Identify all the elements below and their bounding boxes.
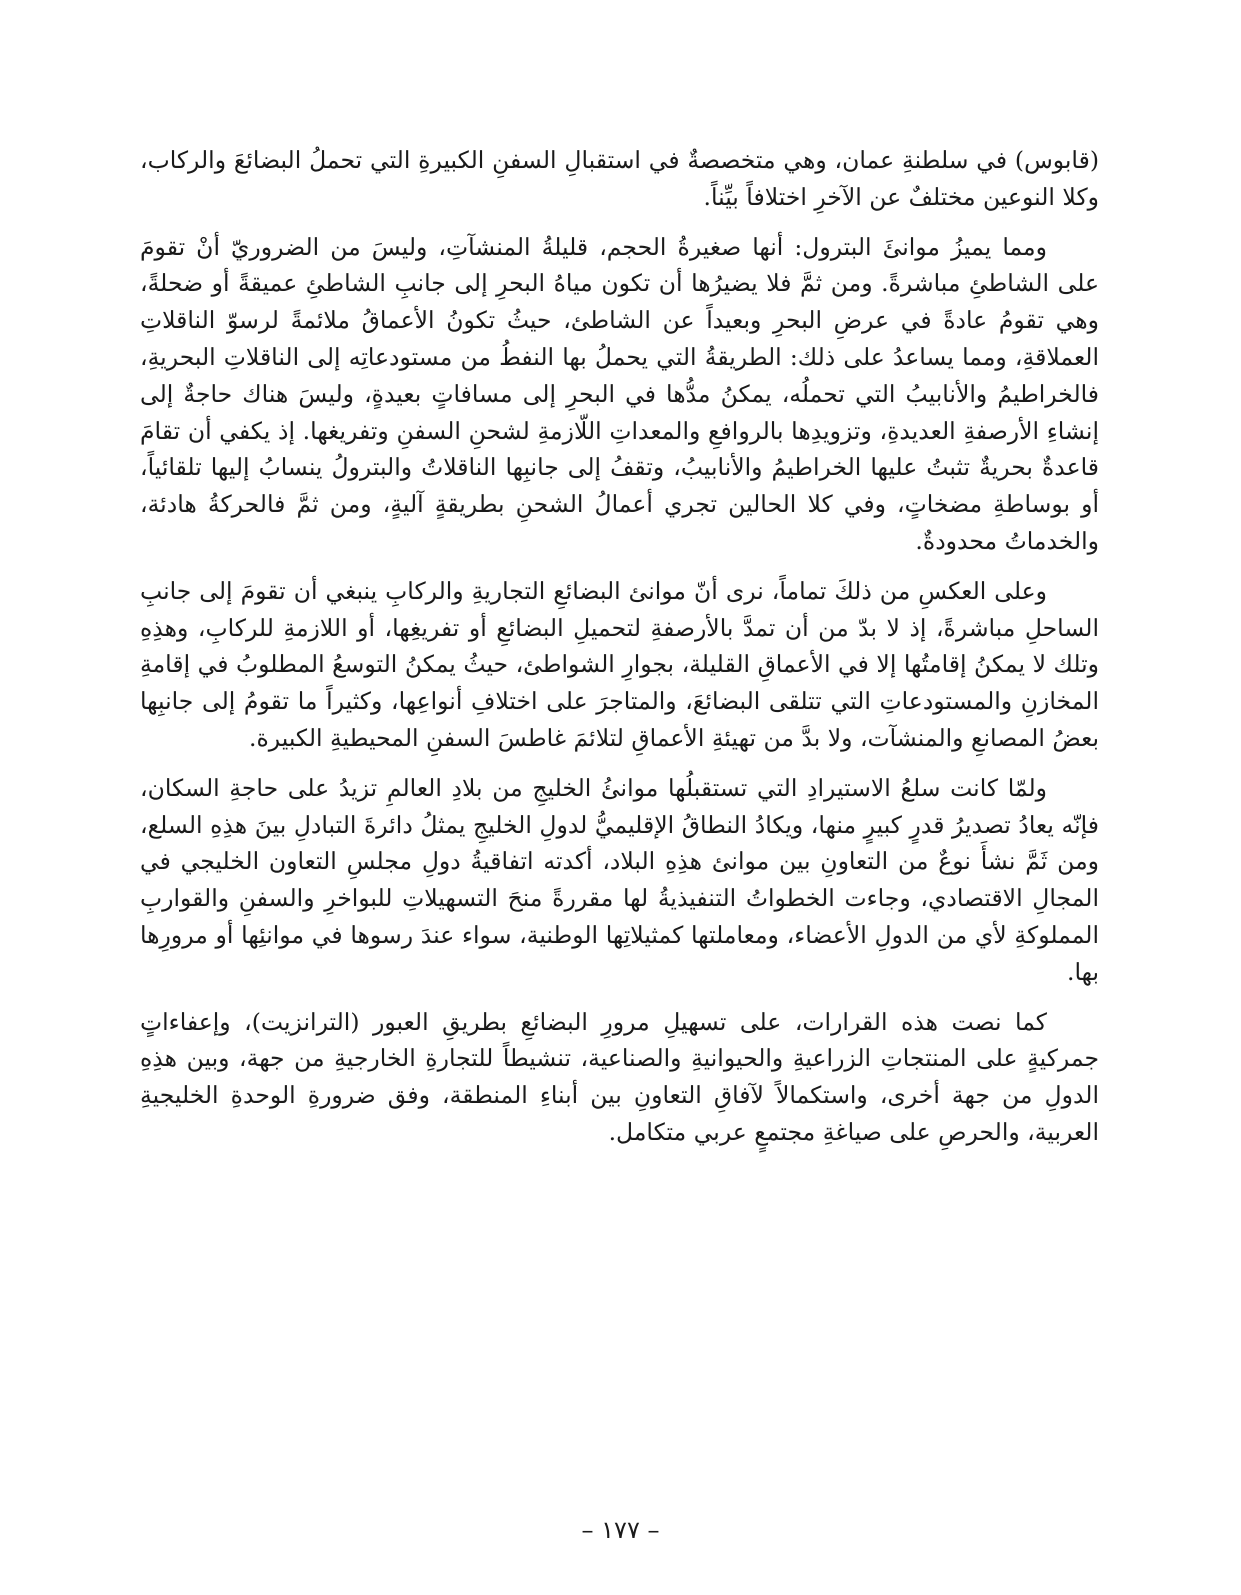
paragraph-2: ومما يميزُ موانئَ البترول: أنها صغيرةُ الحجم، قليلةُ المنشآتِ، وليسَ من الضروريّ أنْ تقومَ على الشاطئِ مباشرةً. ومن ثمَّ فلا يضيرُها أن تكون مياهُ البحرِ إلى جانبِ الشاطئِ عميقةً أو ضحلةً، وهي تقومُ عادةً في عرضِ البحرِ وبعيداً عن الشاطئ، حيثُ تكونُ الأعماقُ ملائمةً لرسوّ الناقلاتِ العملاقةِ، ومما يساعدُ على ذلك: الطريقةُ التي يحملُ بها النفطُ من مستودعاتِه إلى الناقلاتِ البحريةِ، فالخراطيمُ والأنابيبُ التي تحملُه، يمكنُ مدُّها في البحرِ إلى مسافاتٍ بعيدةٍ، وليسَ هناك حاجةٌ إلى إنشاءِ الأرصفةِ العديدةِ، وتزويدِها بالروافعِ والمعداتِ اللّازمةِ لشحنِ السفنِ وتفريغها. إذ يكفي أن تقامَ قاعدةٌ بحريةٌ تثبتُ عليها الخراطيمُ والأنابيبُ، وتقفُ إلى جانبِها الناقلاتُ والبترولُ ينسابُ إليها تلقائياً، أو بوساطةِ مضخاتٍ، وفي كلا الحالين تجري أعمالُ الشحنِ بطريقةٍ آليةٍ، ومن ثمَّ فالحركةُ هادئة، والخدماتُ محدودةٌ. [140, 232, 1099, 555]
paragraph-5: كما نصت هذه القرارات، على تسهيلِ مرورِ البضائعِ بطريقِ العبور (الترانزيت)، وإعفاءاتٍ جمركيةٍ على المنتجاتِ الزراعيةِ والحيوانيةِ والصناعية، تنشيطاً للتجارةِ الخارجيةِ من جهة، وبين هذِهِ الدولِ من جهة أخرى، واستكمالاً لآفاقِ التعاونِ بين أبناءِ المنطقة، وفق ضرورةِ الوحدةِ الخليجيةِ العربية، والحرصِ على صياغةِ مجتمعٍ عربي متكامل. [140, 1007, 1099, 1146]
body-text [140, 142, 1099, 1164]
page-number: – ١٧٧ – [581, 1516, 660, 1544]
paragraph-4: ولمّا كانت سلعُ الاستيرادِ التي تستقبلُها موانئُ الخليجِ من بلادِ العالمِ تزيدُ على حاجةِ السكان، فإنّه يعادُ تصديرُ قدرٍ كبيرٍ منها، ويكادُ النطاقُ الإقليميُّ لدولِ الخليجِ يمثلُ دائرةَ التبادلِ بينَ هذِهِ السلع، ومن ثَمَّ نشأَ نوعٌ من التعاونِ بين موانئ هذِهِ البلاد، أكدته اتفاقيةُ دولِ مجلسِ التعاون الخليجي في المجالِ الاقتصادي، وجاءت الخطواتُ التنفيذيةُ لها مقررةً منحَ التسهيلاتِ للبواخرِ والسفنِ والقواربِ المملوكةِ لأي من الدولِ الأعضاء، ومعاملتها كمثيلاتِها الوطنية، سواء عندَ رسوها في موانئِها أو مرورِها بها. [140, 773, 1099, 986]
paragraph-3: وعلى العكسِ من ذلكَ تماماً، نرى أنّ موانئ البضائعِ التجاريةِ والركابِ ينبغي أن تقومَ إلى جانبِ الساحلِ مباشرةً، إذ لا بدّ من أن تمدَّ بالأرصفةِ لتحميلِ البضائعِ أو تفريغِها، أو اللازمةِ للركابِ، وهذِهِ وتلك لا يمكنُ إقامتُها إلا في الأعماقِ القليلة، بجوارِ الشواطئ، حيثُ يمكنُ التوسعُ المطلوبُ في إقامةِ المخازنِ والمستودعاتِ التي تتلقى البضائعَ، والمتاجرَ على اختلافِ أنواعِها، وكثيراً ما تقومُ إلى جانبِها بعضُ المصانعِ والمنشآت، ولا بدَّ من تهيئةِ الأعماقِ لتلائمَ غاطسَ السفنِ المحيطيةِ الكبيرة. [140, 576, 1099, 752]
paragraph-1: (قابوس) في سلطنةِ عمان، وهي متخصصةٌ في استقبالِ السفنِ الكبيرةِ التي تحملُ البضائعَ والركاب، وكلا النوعين مختلفٌ عن الآخرِ اختلافاً بيِّناً. [140, 146, 1099, 211]
